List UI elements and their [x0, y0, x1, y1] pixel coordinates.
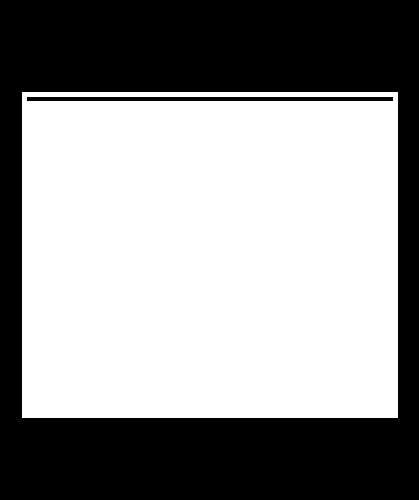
panel-title [27, 96, 393, 101]
nutrition-panel [22, 92, 398, 418]
